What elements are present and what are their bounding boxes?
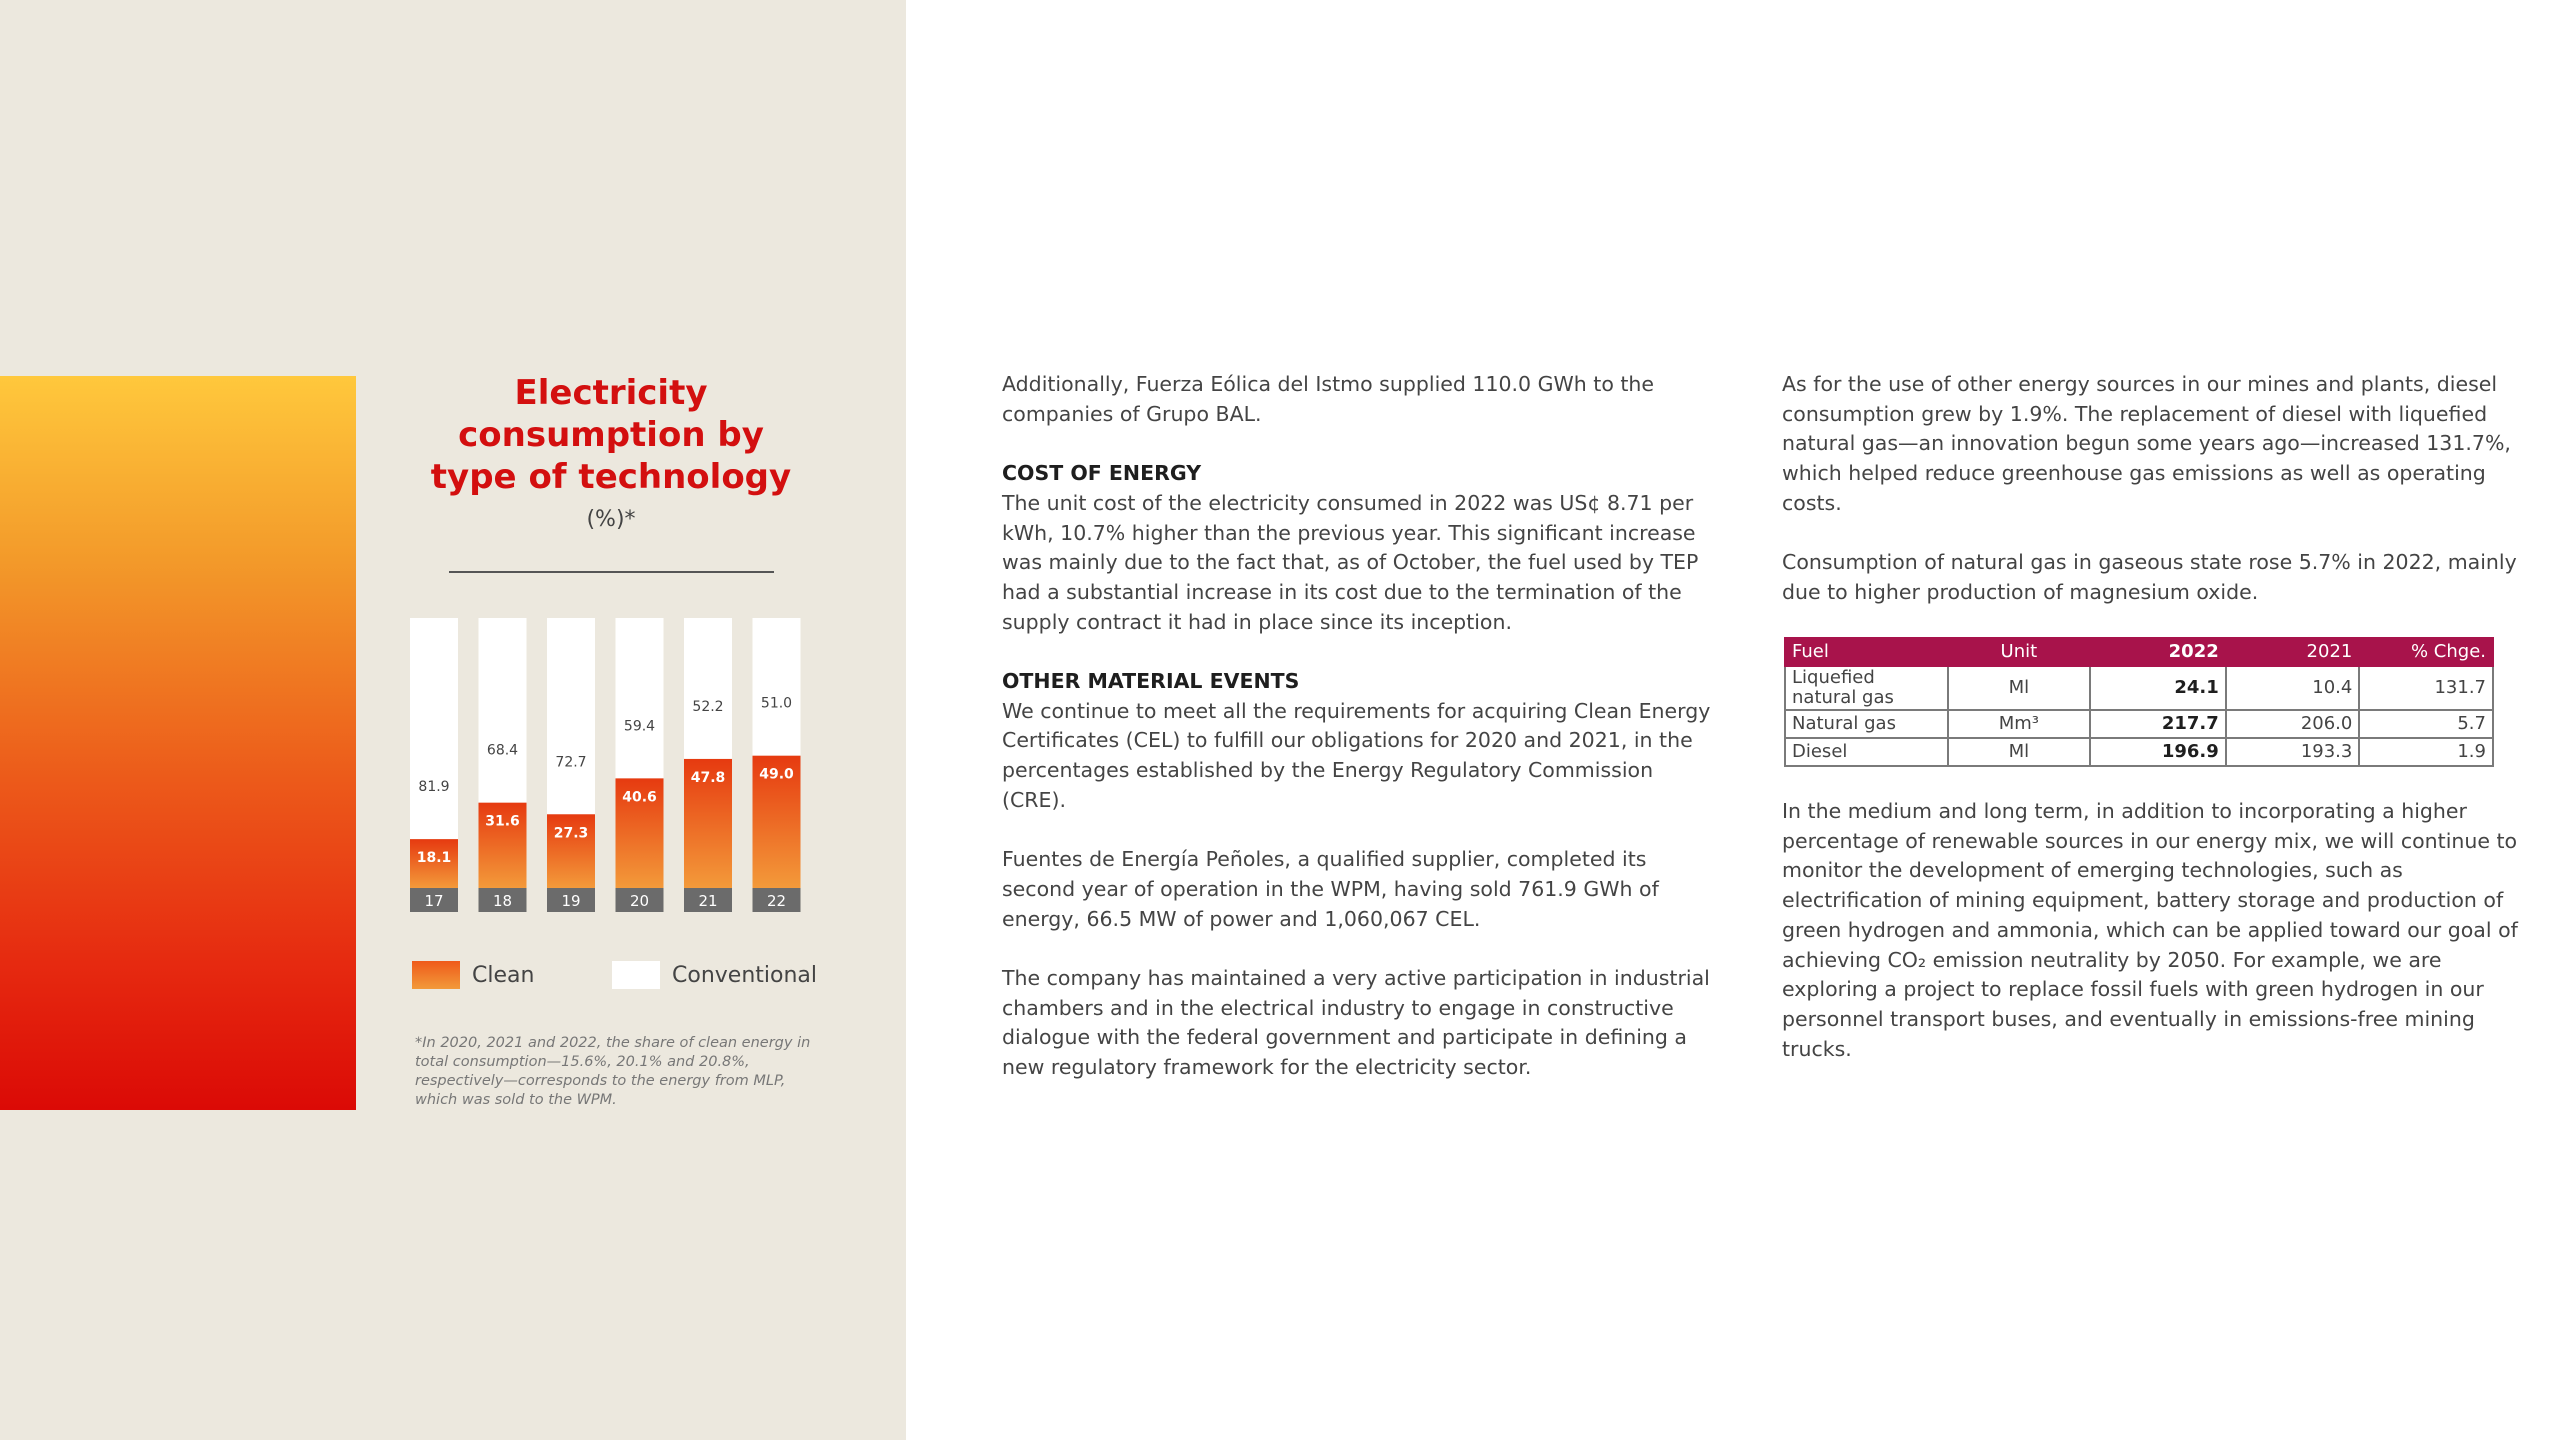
data-label-conventional-22: 51.0: [760, 695, 793, 712]
paragraph-cel-requirements: We continue to meet all the requirements for acquiring Clean Energy Certificates (CEL) to fulfill our obligations for 2020 and 2021, in the percentages established by the Energy Regulatory Commission (CRE).: [1002, 698, 1711, 812]
text-column-2: [1782, 370, 2522, 1094]
year-label-20: 20: [629, 892, 650, 910]
data-label-conventional-17: 81.9: [418, 779, 450, 796]
legend-swatch-conventional: [612, 961, 660, 989]
legend-label-clean: Clean: [472, 962, 535, 988]
table-cell-2021: 10.4: [2226, 666, 2360, 710]
table-row: [1785, 710, 2493, 738]
bar-conventional-19: [547, 618, 595, 814]
bar-conventional-17: [410, 618, 458, 839]
table-header-change: % Chge.: [2359, 638, 2493, 666]
table-header-unit: Unit: [1948, 638, 2091, 666]
heading-cost-of-energy: COST OF ENERGY: [1002, 461, 1202, 486]
chart-footnote: *In 2020, 2021 and 2022, the share of clean energy in total consumption—15.6%, 20.1% and 20.8%, respectively—corresponds to the energy from MLP, which was sold to the WPM.: [415, 1035, 811, 1108]
fuel-name-line1: Liquefied: [1792, 667, 1875, 689]
chart-title: Electricity consumption by type of technology: [430, 373, 792, 497]
legend-conventional: [612, 961, 817, 989]
paragraph-diesel-consumption: As for the use of other energy sources in our mines and plants, diesel consumption grew by 1.9%. The replacement of diesel with liquefied natural gas—an innovation begun some years ago—increased 131.7%, which helped reduce greenhouse gas emissions as well as operating costs.: [1782, 372, 2511, 515]
bar-conventional-18: [479, 618, 527, 803]
table-cell-unit: Mm³: [1948, 710, 2091, 738]
data-label-clean-17: 18.1: [416, 850, 452, 867]
data-label-clean-20: 40.6: [622, 789, 657, 806]
year-label-18: 18: [492, 892, 513, 910]
text-column-1: [1002, 370, 1714, 1113]
table-header-row: [1785, 638, 2493, 666]
table-cell-unit: Ml: [1948, 666, 2091, 710]
year-label-19: 19: [561, 892, 581, 910]
paragraph-fuentes-energia: Fuentes de Energía Peñoles, a qualified supplier, completed its second year of operation in the WPM, having sold 761.9 GWh of energy, 66.5 MW of power and 1,060,067 CEL.: [1002, 847, 1659, 931]
table-cell-2021: 193.3: [2226, 738, 2360, 766]
table-cell-2022: 24.1: [2090, 666, 2226, 710]
data-label-clean-21: 47.8: [690, 769, 726, 786]
table-header-2021: 2021: [2226, 638, 2360, 666]
table-cell-fuel: [1785, 666, 1948, 710]
table-row: [1785, 738, 2493, 766]
data-label-conventional-21: 52.2: [692, 698, 724, 715]
table-header-2022: 2022: [2090, 638, 2226, 666]
table-cell-change: 1.9: [2359, 738, 2493, 766]
table-cell-change: 131.7: [2359, 666, 2493, 710]
stacked-bar-chart: [400, 610, 820, 920]
year-label-21: 21: [698, 892, 718, 910]
paragraph-fuerza-eolica: Additionally, Fuerza Eólica del Istmo supplied 110.0 GWh to the companies of Grupo BAL.: [1002, 372, 1655, 426]
data-label-clean-19: 27.3: [553, 825, 589, 842]
heading-other-material-events: OTHER MATERIAL EVENTS: [1002, 669, 1300, 693]
fuel-name-line2: natural gas: [1792, 687, 1894, 709]
bar-conventional-21: [684, 618, 732, 759]
table-cell-unit: Ml: [1948, 738, 2091, 766]
year-label-22: 22: [766, 892, 787, 910]
table-cell-fuel: Diesel: [1785, 738, 1948, 766]
table-cell-change: 5.7: [2359, 710, 2493, 738]
chart-subtitle: (%)*: [586, 507, 636, 532]
paragraph-natural-gas: Consumption of natural gas in gaseous state rose 5.7% in 2022, mainly due to higher production of magnesium oxide.: [1782, 550, 2517, 604]
data-label-conventional-20: 59.4: [623, 718, 656, 735]
legend-label-conventional: Conventional: [672, 962, 817, 988]
data-label-conventional-19: 72.7: [555, 754, 587, 771]
year-label-17: 17: [424, 892, 444, 910]
table-row: [1785, 666, 2493, 710]
data-label-conventional-18: 68.4: [486, 742, 519, 759]
data-label-clean-18: 31.6: [485, 813, 520, 830]
bar-conventional-20: [616, 618, 664, 778]
decorative-gradient-bar: [0, 376, 356, 1110]
chart-title-divider: [449, 571, 774, 573]
table-cell-2022: 217.7: [2090, 710, 2226, 738]
paragraph-medium-long-term: In the medium and long term, in addition to incorporating a higher percentage of renewable sources in our energy mix, we will continue to monitor the development of emerging technologies, such as electrification of mining equipment, battery storage and production of green hydrogen and ammonia, which can be applied toward our goal of achieving CO₂ emission neutrality by 2050. For example, we are exploring a project to replace fossil fuels with green hydrogen in our personnel transport buses, and eventually in emissions-free mining trucks.: [1782, 798, 2518, 1061]
paragraph-cost-of-energy: The unit cost of the electricity consumed in 2022 was US¢ 8.71 per kWh, 10.7% higher than the previous year. This significant increase was mainly due to the fact that, as of October, the fuel used by TEP had a substantial increase in its cost due to the termination of the supply contract it had in place since its inception.: [1002, 490, 1699, 634]
table-header-fuel: Fuel: [1785, 638, 1948, 666]
legend-clean: [412, 961, 534, 989]
table-cell-2022: 196.9: [2090, 738, 2226, 766]
legend-swatch-clean: [412, 961, 460, 989]
bar-conventional-22: [753, 618, 801, 756]
fuel-consumption-table: [1784, 637, 2494, 767]
table-cell-2021: 206.0: [2226, 710, 2360, 738]
data-label-clean-22: 49.0: [759, 766, 794, 783]
paragraph-industrial-chambers: The company has maintained a very active participation in industrial chambers and in the electrical industry to engage in constructive dialogue with the federal government and participate in defining a new regulatory framework for the electricity sector.: [1002, 966, 1710, 1080]
table-cell-fuel: Natural gas: [1785, 710, 1948, 738]
